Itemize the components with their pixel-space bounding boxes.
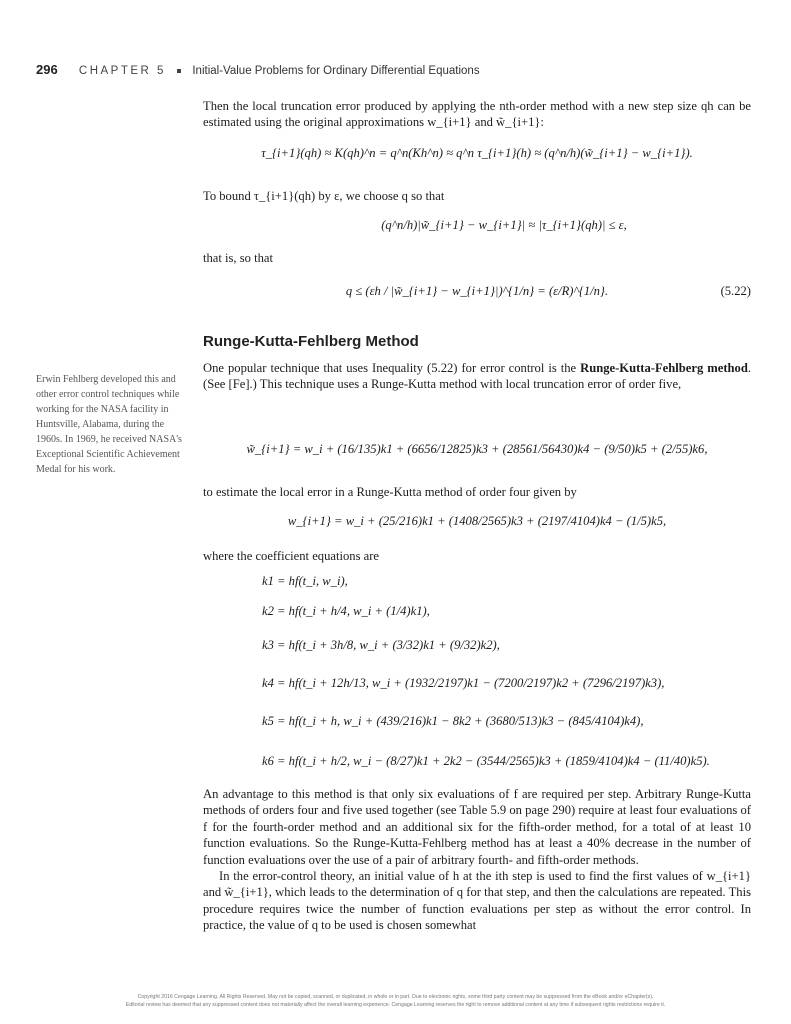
bound-paragraph	[203, 188, 751, 204]
equation-text: q ≤ (εh / |w̃_{i+1} − w_{i+1}|)^{1/n} = (ε/R)^{1/n}.	[345, 284, 609, 298]
section-title: Runge-Kutta-Fehlberg Method	[203, 333, 419, 350]
coefficient-paragraph	[203, 548, 751, 564]
copyright-footer	[40, 993, 751, 1009]
intro-paragraph	[203, 98, 751, 131]
coefficient-k5: k5 = hf(t_i + h, w_i + (439/216)k1 − 8k2 + (3680/513)k3 − (845/4104)k4),	[262, 714, 644, 728]
coefficient-k6: k6 = hf(t_i + h/2, w_i − (8/27)k1 + 2k2 − (3544/2565)k3 + (1859/4104)k4 − (11/40)k5).	[262, 754, 710, 768]
equation-text: w̃_{i+1} = w_i + (16/135)k1 + (6656/12825)k3 + (28561/56430)k4 − (9/50)k5 + (2/55)k6,	[246, 442, 708, 456]
page-number: 296	[36, 62, 58, 77]
equation-text: τ_{i+1}(qh) ≈ K(qh)^n = q^n(Kh^n) ≈ q^n τ_{i+1}(h) ≈ (q^n/h)(w̃_{i+1} − w_{i+1}).	[261, 146, 693, 160]
order-four-paragraph	[203, 484, 751, 500]
footer-line1: Copyright 2016 Cengage Learning. All Rights Reserved. May not be copied, scanned, or duplicated, in whole or in part. Due to electronic rights, some third party content may be suppressed from the eBook and/or eChapter(s).	[137, 994, 654, 1000]
margin-note: Erwin Fehlberg developed this and other error control techniques while working for the NASA facility in Huntsville, Alabama, during the 1960s. In 1969, he received NASA's Exceptional Scientific Achievement Medal for his work.	[36, 374, 182, 475]
running-header	[36, 62, 755, 77]
chapter-title: Initial-Value Problems for Ordinary Differential Equations	[192, 65, 480, 77]
rkf-para1-start: One popular technique that uses Inequality (5.22) for error control is the	[203, 361, 581, 375]
equation-truncation-error	[203, 146, 751, 161]
equation-order-five	[203, 442, 751, 457]
rkf-para2: to estimate the local error in a Runge-Kutta method of order four given by	[203, 485, 577, 499]
equation-text: (q^n/h)|w̃_{i+1} − w_{i+1}| ≈ |τ_{i+1}(qh)| ≤ ε,	[381, 218, 627, 232]
rkf-para5: In the error-control theory, an initial value of h at the ith step is used to find the first values of w_{i+1} and w̃_{i+1}, which leads to the determination of q for that step, and then the calculations are repeated. This procedure requires twice the number of function evaluations per step as without the error control. In practice, the value of q to be used is chosen somewhat	[203, 869, 751, 933]
coefficient-k2: k2 = hf(t_i + h/4, w_i + (1/4)k1),	[262, 604, 430, 618]
equation-text: w_{i+1} = w_i + (25/216)k1 + (1408/2565)k3 + (2197/4104)k4 − (1/5)k5,	[287, 514, 667, 528]
rkf-para1-end: . (See [Fe].) This technique uses a Runge-Kutta method with local truncation error of order five,	[203, 361, 751, 392]
equation-order-four	[203, 514, 751, 529]
coefficient-k3: k3 = hf(t_i + 3h/8, w_i + (3/32)k1 + (9/32)k2),	[262, 638, 500, 652]
rkf-para3: where the coefficient equations are	[203, 549, 379, 563]
equation-step-size	[203, 284, 751, 299]
advantage-paragraph	[203, 786, 751, 934]
rkf-para1	[203, 360, 751, 393]
that-is-paragraph	[203, 250, 751, 266]
bullet-separator	[177, 69, 181, 73]
rkf-para4: An advantage to this method is that only six evaluations of f are required per step. Arbitrary Runge-Kutta methods of orders four and five used together (see Table 5.9 on page 290) require at least four evaluations of f for the fourth-order method and an additional six for the fifth-order method, for a total of at least 10 function evaluations. So the Runge-Kutta-Fehlberg method has at least a 40% decrease in the number of function evaluations over the use of a pair of arbitrary fourth- and fifth-order methods.	[203, 787, 751, 867]
rkf-method-name: Runge-Kutta-Fehlberg method	[580, 361, 748, 375]
rkf-intro-paragraph	[203, 360, 751, 393]
intro-para2: To bound τ_{i+1}(qh) by ε, we choose q so that	[203, 189, 445, 203]
chapter-label: CHAPTER 5	[78, 65, 166, 77]
intro-para1: Then the local truncation error produced by applying the nth-order method with a new step size qh can be estimated using the original approximations w_{i+1} and w̃_{i+1}:	[203, 99, 751, 130]
intro-para3: that is, so that	[203, 251, 273, 265]
equation-number: (5.22)	[720, 284, 751, 298]
equation-bound	[230, 218, 778, 233]
coefficient-k4: k4 = hf(t_i + 12h/13, w_i + (1932/2197)k1 − (7200/2197)k2 + (7296/2197)k3),	[262, 676, 665, 690]
footer-line2: Editorial review has deemed that any suppressed content does not materially affect the overall learning experience. Cengage Learning reserves the right to remove additional content at any time if subsequent rights restrictions require it.	[125, 1002, 666, 1008]
coefficient-k1: k1 = hf(t_i, w_i),	[262, 574, 348, 588]
